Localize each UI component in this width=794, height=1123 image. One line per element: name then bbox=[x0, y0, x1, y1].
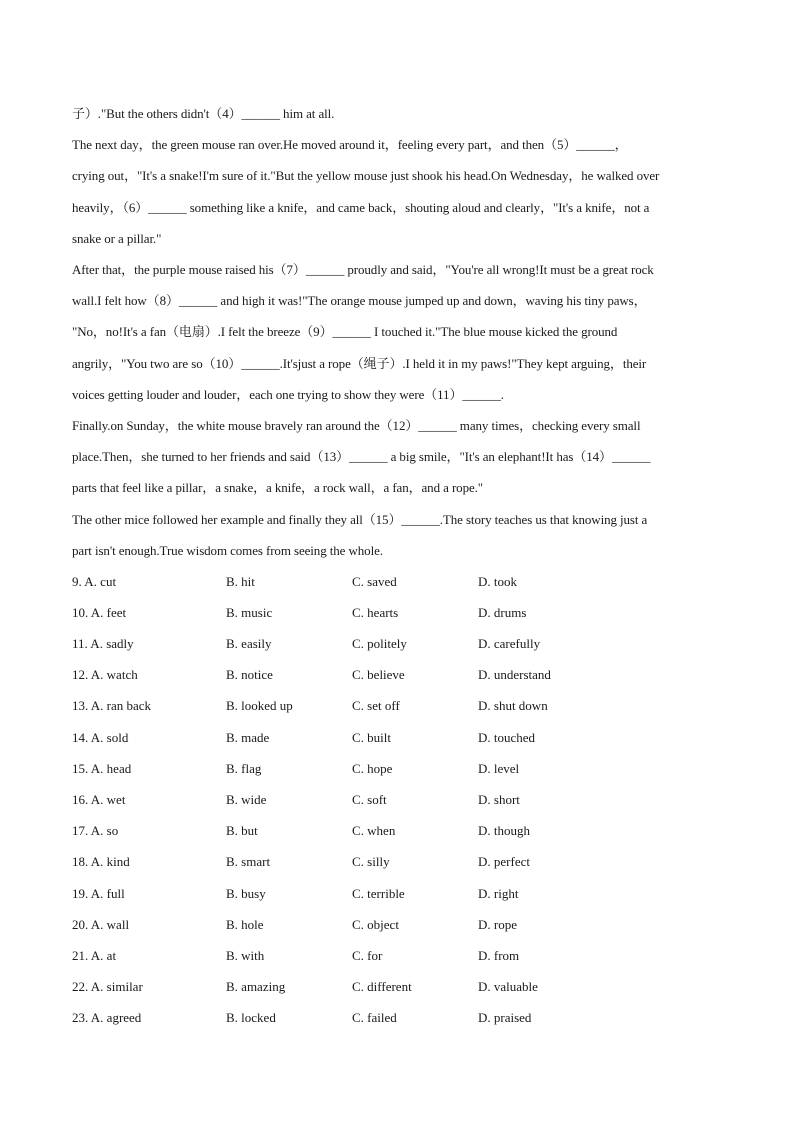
option-b: B. hit bbox=[226, 573, 255, 589]
option-a: 23. A. agreed bbox=[72, 1010, 142, 1026]
option-a: 16. A. wet bbox=[72, 791, 126, 807]
passage-line: part isn't enough.True wisdom comes from seeing the whole. bbox=[72, 542, 383, 558]
option-d: D. though bbox=[478, 823, 530, 839]
option-b: B. looked up bbox=[226, 698, 293, 714]
option-a: 17. A. so bbox=[72, 823, 119, 839]
option-b: B. locked bbox=[226, 1010, 276, 1026]
option-d: D. drums bbox=[478, 604, 527, 620]
passage-line: parts that feel like a pillar，a snake，a knife，a rock wall，a fan，and a rope." bbox=[72, 480, 484, 496]
question-row bbox=[72, 878, 720, 909]
passage-line: "No，no!It's a fan（电扇）.I felt the breeze（9）______ I touched it."The blue mouse kicked the ground bbox=[72, 324, 618, 340]
option-a: 21. A. at bbox=[72, 947, 117, 963]
option-b: B. but bbox=[226, 823, 258, 839]
option-c: C. failed bbox=[352, 1010, 397, 1026]
option-c: C. soft bbox=[352, 791, 387, 807]
question-row bbox=[72, 940, 720, 971]
option-d: D. perfect bbox=[478, 854, 530, 870]
question-row bbox=[72, 971, 720, 1002]
option-b: B. busy bbox=[226, 885, 266, 901]
option-b: B. notice bbox=[226, 667, 273, 683]
passage-line: 子）."But the others didn't（4）______ him at all. bbox=[72, 106, 335, 121]
question-row bbox=[72, 909, 720, 940]
option-b: B. flag bbox=[226, 760, 262, 776]
question-row bbox=[72, 816, 720, 847]
option-c: C. different bbox=[352, 979, 412, 995]
passage-line: angrily，"You two are so（10）______.It'sjust a rope（绳子）.I held it in my paws!"They kept arguing，their bbox=[72, 355, 647, 371]
option-c: C. hearts bbox=[352, 604, 399, 620]
option-d: D. rope bbox=[478, 916, 517, 932]
question-row bbox=[72, 691, 720, 722]
option-d: D. praised bbox=[478, 1010, 532, 1026]
option-b: B. hole bbox=[226, 916, 264, 932]
option-a: 9. A. cut bbox=[72, 573, 117, 589]
passage-line: The next day，the green mouse ran over.He moved around it，feeling every part，and then（5）______， bbox=[72, 137, 628, 153]
option-c: C. terrible bbox=[352, 885, 405, 901]
option-c: C. built bbox=[352, 729, 392, 745]
passage-line: wall.I felt how（8）______ and high it was!"The orange mouse jumped up and down，waving his tiny paws， bbox=[72, 293, 647, 309]
option-b: B. easily bbox=[226, 636, 272, 652]
option-d: D. touched bbox=[478, 729, 536, 745]
option-d: D. carefully bbox=[478, 636, 541, 652]
option-a: 19. A. full bbox=[72, 885, 125, 901]
option-a: 11. A. sadly bbox=[72, 636, 134, 652]
passage bbox=[72, 98, 720, 566]
option-d: D. from bbox=[478, 947, 520, 963]
passage-line: heavily，（6）______ something like a knife，and came back，shouting aloud and clearly，"It's a knife，not a bbox=[72, 199, 650, 215]
option-b: B. amazing bbox=[226, 979, 286, 995]
option-c: C. when bbox=[352, 823, 396, 839]
option-c: C. saved bbox=[352, 573, 397, 589]
option-a: 20. A. wall bbox=[72, 916, 130, 932]
option-a: 18. A. kind bbox=[72, 854, 130, 870]
option-b: B. music bbox=[226, 604, 273, 620]
option-b: B. wide bbox=[226, 791, 267, 807]
option-c: C. object bbox=[352, 916, 399, 932]
question-row bbox=[72, 566, 720, 597]
question-row bbox=[72, 753, 720, 784]
option-c: C. silly bbox=[352, 854, 390, 870]
option-d: D. level bbox=[478, 760, 520, 776]
option-b: B. with bbox=[226, 947, 265, 963]
passage-line: After that，the purple mouse raised his（7）______ proudly and said，"You're all wrong!It must be a great rock bbox=[72, 262, 654, 278]
option-d: D. took bbox=[478, 573, 517, 589]
passage-line: crying out，"It's a snake!I'm sure of it."But the yellow mouse just shook his head.On Wednesday，he walked over bbox=[72, 168, 660, 184]
option-a: 15. A. head bbox=[72, 760, 132, 776]
option-d: D. understand bbox=[478, 667, 551, 683]
passage-line: voices getting louder and louder，each one trying to show they were（11）______. bbox=[72, 386, 504, 402]
option-c: C. for bbox=[352, 947, 383, 963]
question-row bbox=[72, 847, 720, 878]
option-a: 13. A. ran back bbox=[72, 698, 152, 714]
question-row bbox=[72, 722, 720, 753]
option-b: B. smart bbox=[226, 854, 271, 870]
passage-line: place.Then，she turned to her friends and said（13）______ a big smile，"It's an elephant!It has（14）______ bbox=[72, 449, 651, 465]
question-row bbox=[72, 1003, 720, 1034]
option-c: C. hope bbox=[352, 760, 393, 776]
passage-line: snake or a pillar." bbox=[72, 230, 162, 246]
option-a: 12. A. watch bbox=[72, 667, 138, 683]
option-a: 10. A. feet bbox=[72, 604, 127, 620]
option-d: D. shut down bbox=[478, 698, 548, 714]
passage-line: Finally.on Sunday，the white mouse bravely ran around the（12）______ many times，checking every small bbox=[72, 418, 641, 434]
option-c: C. believe bbox=[352, 667, 405, 683]
question-row bbox=[72, 660, 720, 691]
option-d: D. right bbox=[478, 885, 519, 901]
option-b: B. made bbox=[226, 729, 270, 745]
question-row bbox=[72, 628, 720, 659]
option-c: C. set off bbox=[352, 698, 400, 714]
document-page bbox=[72, 98, 720, 1034]
option-c: C. politely bbox=[352, 636, 407, 652]
option-d: D. valuable bbox=[478, 979, 538, 995]
option-a: 22. A. similar bbox=[72, 979, 143, 995]
question-options bbox=[72, 566, 720, 1034]
option-a: 14. A. sold bbox=[72, 729, 129, 745]
option-d: D. short bbox=[478, 791, 520, 807]
question-row bbox=[72, 597, 720, 628]
question-row bbox=[72, 784, 720, 815]
passage-line: The other mice followed her example and finally they all（15）______.The story teaches us that knowing just a bbox=[72, 511, 648, 527]
